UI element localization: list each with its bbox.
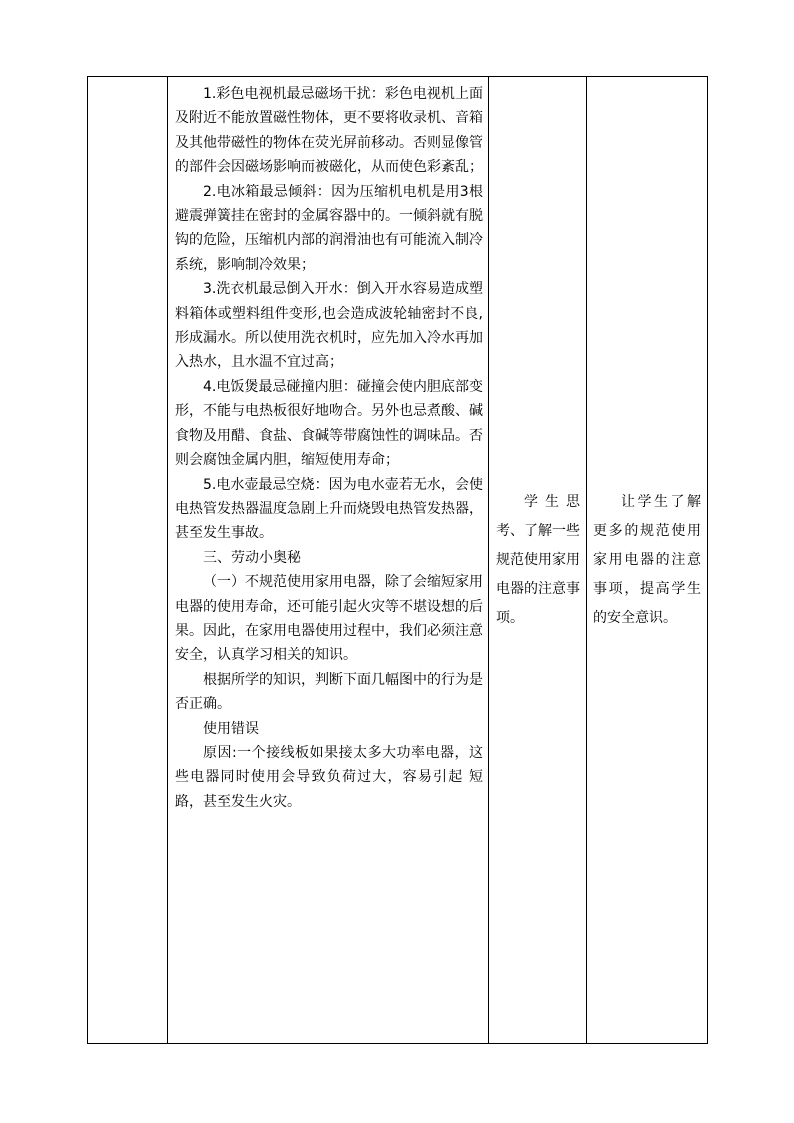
section-heading: 三、劳动小奥秘: [203, 549, 301, 566]
design-intent-cell: [587, 77, 708, 1044]
student-activity-cell: [489, 77, 587, 1044]
stage-cell: [88, 77, 168, 1044]
student-activity-text: 学生思考、了解一些规范使用家用电器的注意事项。: [496, 493, 580, 626]
content-paragraph: 根据所学的知识，判断下面几幅图中的行为是否正确。: [175, 671, 483, 713]
design-intent-text: 让学生了解更多的规范使用家用电器的注意事项，提高学生的安全意识。: [593, 493, 701, 626]
lesson-plan-table: [87, 76, 708, 1044]
table-row: [88, 77, 708, 1044]
content-paragraph: 5.电水壶最忌空烧：因为电水壶若无水，会使电热管发热器温度急剧上升而烧毁电热管发热器，甚至发生事故。: [175, 476, 483, 542]
teaching-content-cell: [168, 77, 489, 1044]
content-paragraph: 3.洗衣机最忌倒入开水：倒入开水容易造成塑料箱体或塑料组件变形,也会造成波轮轴密封不良,形成漏水。所以使用洗衣机时，应先加入冷水再加入热水，且水温不宜过高；: [175, 281, 483, 371]
content-paragraph: 原因:一个接线板如果接太多大功率电器，这些电器同时使用会导致负荷过大，容易引起 短路，甚至发生火灾。: [175, 744, 483, 810]
content-paragraph: 4.电饭煲最忌碰撞内胆：碰撞会使内胆底部变形，不能与电热板很好地吻合。另外也忌煮酸、碱食物及用醋、食盐、食碱等带腐蚀性的调味品。否则会腐蚀金属内胆，缩短使用寿命；: [175, 378, 483, 469]
content-paragraph: 1.彩色电视机最忌磁场干扰：彩色电视机上面及附近不能放置磁性物体，更不要将收录机、音箱及其他带磁性的物体在荧光屏前移动。否则显像管的部件会因磁场影响而被磁化，从而使色彩紊乱；: [175, 86, 483, 176]
content-paragraph: 使用错误: [203, 720, 259, 737]
content-paragraph: 2.电冰箱最忌倾斜：因为压缩机电机是用3根避震弹簧挂在密封的金属容器中的。一倾斜就有脱钩的危险，压缩机内部的润滑油也有可能流入制冷系统，影响制冷效果；: [175, 183, 483, 273]
content-paragraph: （一）不规范使用家用电器，除了会缩短家用电器的使用寿命，还可能引起火灾等不堪设想的后果。因此，在家用电器使用过程中，我们必须注意安全，认真学习相关的知识。: [175, 574, 483, 664]
